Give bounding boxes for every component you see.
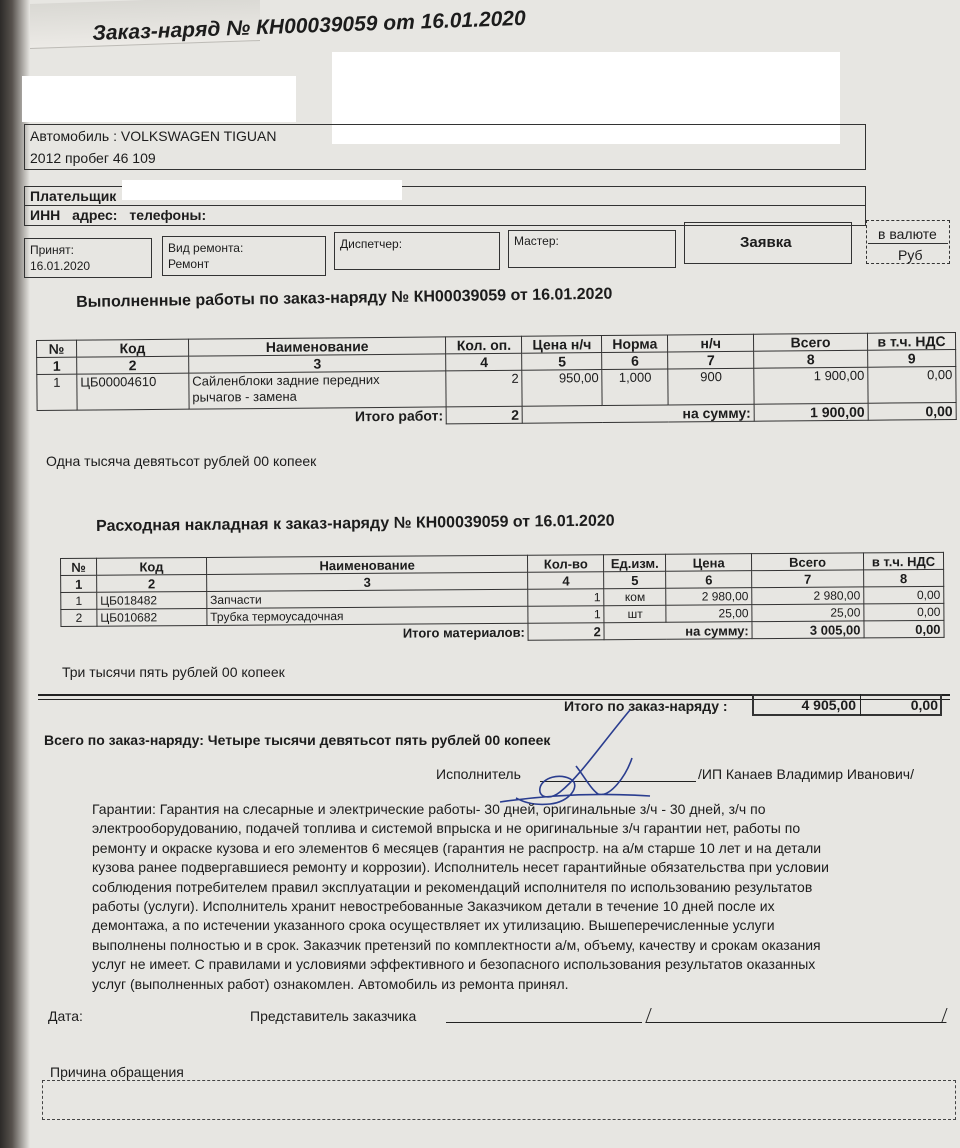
cell-qty: 1 <box>528 589 604 607</box>
cell-n: 1 <box>61 592 97 609</box>
materials-header-cell: Код <box>96 557 206 575</box>
accepted-label: Принят: <box>30 243 74 257</box>
materials-header-cell: Цена <box>666 554 752 572</box>
reason-box <box>42 1080 956 1120</box>
cell-vat: 0,00 <box>868 366 956 403</box>
guarantee-line: услуг не имеет. С правилами и условиями эффективного и безопасного использования результатов оказанных <box>92 956 816 973</box>
materials-col-number: 6 <box>666 571 752 589</box>
guarantee-line: соблюдения потребителем правил эксплуатации и рекомендаций исполнителя по использованию результатов <box>92 878 813 895</box>
accepted-value: 16.01.2020 <box>30 259 91 273</box>
works-header-cell: Наименование <box>188 337 446 356</box>
cell-vat: 0,00 <box>864 586 944 604</box>
cell-name-line2: рычагов - замена <box>192 388 297 405</box>
executor-label: Исполнитель <box>436 766 521 782</box>
document-title: Заказ-наряд № КН00039059 от 16.01.2020 <box>92 6 527 45</box>
grand-total-value: 4 905,00 <box>801 697 856 713</box>
dispatcher-label: Диспетчер: <box>340 237 403 251</box>
customer-rep-label: Представитель заказчика <box>250 1008 417 1024</box>
grand-total-in-words: Всего по заказ-наряду: Четыре тысячи девятьсот пять рублей 00 копеек <box>44 732 551 748</box>
cell-code: ЦБ00004610 <box>77 373 189 410</box>
materials-header-cell: Ед.изм. <box>604 554 666 571</box>
repair-type-label: Вид ремонта: <box>168 241 244 255</box>
works-header-cell: Всего <box>754 333 868 351</box>
materials-col-number: 1 <box>61 575 97 592</box>
cell-name: Запчасти <box>207 589 529 608</box>
works-header-cell: Кол. оп. <box>446 336 522 354</box>
repair-type-value: Ремонт <box>168 257 210 271</box>
currency-value: Руб <box>898 247 923 263</box>
materials-in-words: Три тысячи пять рублей 00 копеек <box>62 664 285 680</box>
executor-name: /ИП Канаев Владимир Иванович/ <box>698 766 914 782</box>
materials-total-qty: 2 <box>528 623 604 641</box>
cell-n: 2 <box>61 609 97 626</box>
works-header-cell: н/ч <box>668 334 754 352</box>
cell-qty: 1 <box>528 606 604 624</box>
inn-line: ИНН адрес: телефоны: <box>30 207 207 223</box>
works-header-cell: Код <box>76 339 188 357</box>
guarantee-line: работы (услуги). Исполнитель хранит невостребованные Заказчиком детали в течение 10 дней после их <box>92 898 775 915</box>
grand-total-vat: 0,00 <box>910 697 938 713</box>
cell-norm: 1,000 <box>602 369 668 406</box>
works-header-cell: Норма <box>602 335 668 353</box>
guarantee-line: ремонту и окраске кузова и его элементов 6 месяцев (гарантия не распростр. на а/м старше 10 лет и на детали <box>92 839 822 856</box>
materials-sum-label: на сумму: <box>604 622 752 640</box>
redacted-area <box>122 180 402 200</box>
works-total-label: Итого работ: <box>354 407 444 425</box>
customer-rep-signature-line <box>446 1022 642 1023</box>
materials-sum-vat: 0,00 <box>864 620 944 638</box>
customer-rep-name-line <box>645 1008 951 1023</box>
works-table <box>36 332 957 428</box>
materials-table <box>60 552 945 644</box>
cell-code: ЦБ010682 <box>97 608 207 626</box>
cell-nh: 900 <box>668 368 754 405</box>
redacted-area <box>22 76 296 122</box>
guarantee-line: услуг (выполненных работ) ознакомлен. Автомобиль из ремонта принял. <box>92 975 569 992</box>
currency-divider <box>868 243 948 244</box>
master-label: Мастер: <box>514 234 559 248</box>
cell-code: ЦБ018482 <box>97 591 207 609</box>
cell-name <box>189 371 447 409</box>
payer-divider <box>24 205 866 206</box>
cell-total: 25,00 <box>752 604 864 622</box>
materials-header-cell: № <box>61 558 97 575</box>
grand-total-label: Итого по заказ-наряду : <box>564 698 728 714</box>
works-sum-vat: 0,00 <box>868 402 956 420</box>
works-header-cell: Цена н/ч <box>522 336 602 354</box>
reason-label: Причина обращения <box>50 1064 184 1080</box>
works-col-number: 2 <box>77 356 189 374</box>
payer-label: Плательщик <box>30 188 117 204</box>
works-sum-total: 1 900,00 <box>754 403 868 421</box>
cell-unit: ком <box>604 588 666 605</box>
works-col-number: 4 <box>446 353 522 371</box>
materials-col-number: 5 <box>604 571 666 588</box>
works-col-number: 8 <box>754 350 868 368</box>
currency-label: в валюте <box>878 226 937 242</box>
works-header-cell: № <box>37 340 77 357</box>
materials-sum-total: 3 005,00 <box>752 621 864 639</box>
date-label: Дата: <box>48 1008 83 1024</box>
cell-price: 2 980,00 <box>666 588 752 606</box>
works-col-number: 9 <box>868 349 956 367</box>
works-header-cell: в т.ч. НДС <box>867 332 955 350</box>
request-label: Заявка <box>740 234 792 251</box>
cell-price: 950,00 <box>522 370 602 407</box>
cell-total: 1 900,00 <box>754 367 868 404</box>
materials-col-number: 8 <box>864 569 944 587</box>
works-col-number: 6 <box>602 352 668 370</box>
cell-name-line1: Сайленблоки задние передних <box>192 372 380 389</box>
materials-col-number: 7 <box>752 570 864 588</box>
works-col-number: 1 <box>37 357 77 374</box>
guarantee-line: Гарантии: Гарантия на слесарные и электрические работы- 30 дней, оригинальные з/ч - 30 дней, з/ч по <box>92 801 766 817</box>
cell-unit: шт <box>604 605 666 622</box>
materials-col-number: 2 <box>97 574 207 592</box>
guarantee-text <box>92 800 944 994</box>
guarantee-line: выполнены полностью и в срок. Заказчик претензий по комплектности а/м, объему, качеству и срокам оказания <box>92 936 821 953</box>
cell-price: 25,00 <box>666 605 752 623</box>
cell-total: 2 980,00 <box>752 587 864 605</box>
car-year-mileage: 2012 пробег 46 109 <box>30 150 156 166</box>
works-col-number: 5 <box>522 353 602 371</box>
works-in-words: Одна тысяча девятьсот рублей 00 копеек <box>46 453 317 469</box>
materials-header-cell: в т.ч. НДС <box>863 552 943 570</box>
materials-title: Расходная накладная к заказ-наряду № КН00039059 от 16.01.2020 <box>96 512 615 535</box>
grand-total-divider <box>860 694 861 716</box>
cell-qty: 2 <box>446 370 522 407</box>
works-col-number: 7 <box>668 351 754 369</box>
cell-name: Трубка термоусадочная <box>207 606 529 625</box>
materials-col-number: 3 <box>206 572 528 591</box>
materials-header-cell: Наименование <box>206 555 528 574</box>
guarantee-line: электрооборудованию, подачей топлива и системой впрыска и не оригинальные з/ч гарантии нет, работы по <box>92 820 801 837</box>
works-total-qty: 2 <box>447 406 523 424</box>
materials-col-number: 4 <box>528 572 604 590</box>
cell-n: 1 <box>37 374 77 410</box>
guarantee-line: кузова ранее подвергавшиеся ремонту и коррозии). Исполнитель несет гарантийные обязательства при условии <box>92 859 829 876</box>
works-col-number: 3 <box>188 354 446 373</box>
materials-header-cell: Всего <box>752 553 864 571</box>
works-title: Выполненные работы по заказ-наряду № КН00039059 от 16.01.2020 <box>76 285 613 311</box>
materials-total-label: Итого материалов: <box>402 624 525 641</box>
cell-vat: 0,00 <box>864 603 944 621</box>
guarantee-line: демонтажа, а по истечении указанного срока осуществляет их утилизацию. Вышеперечисленные услуги <box>92 917 775 934</box>
works-sum-label: на сумму: <box>522 404 754 423</box>
page-shadow <box>0 0 30 1148</box>
car-model: Автомобиль : VOLKSWAGEN TIGUAN <box>30 128 277 144</box>
materials-header-cell: Кол-во <box>528 555 604 573</box>
